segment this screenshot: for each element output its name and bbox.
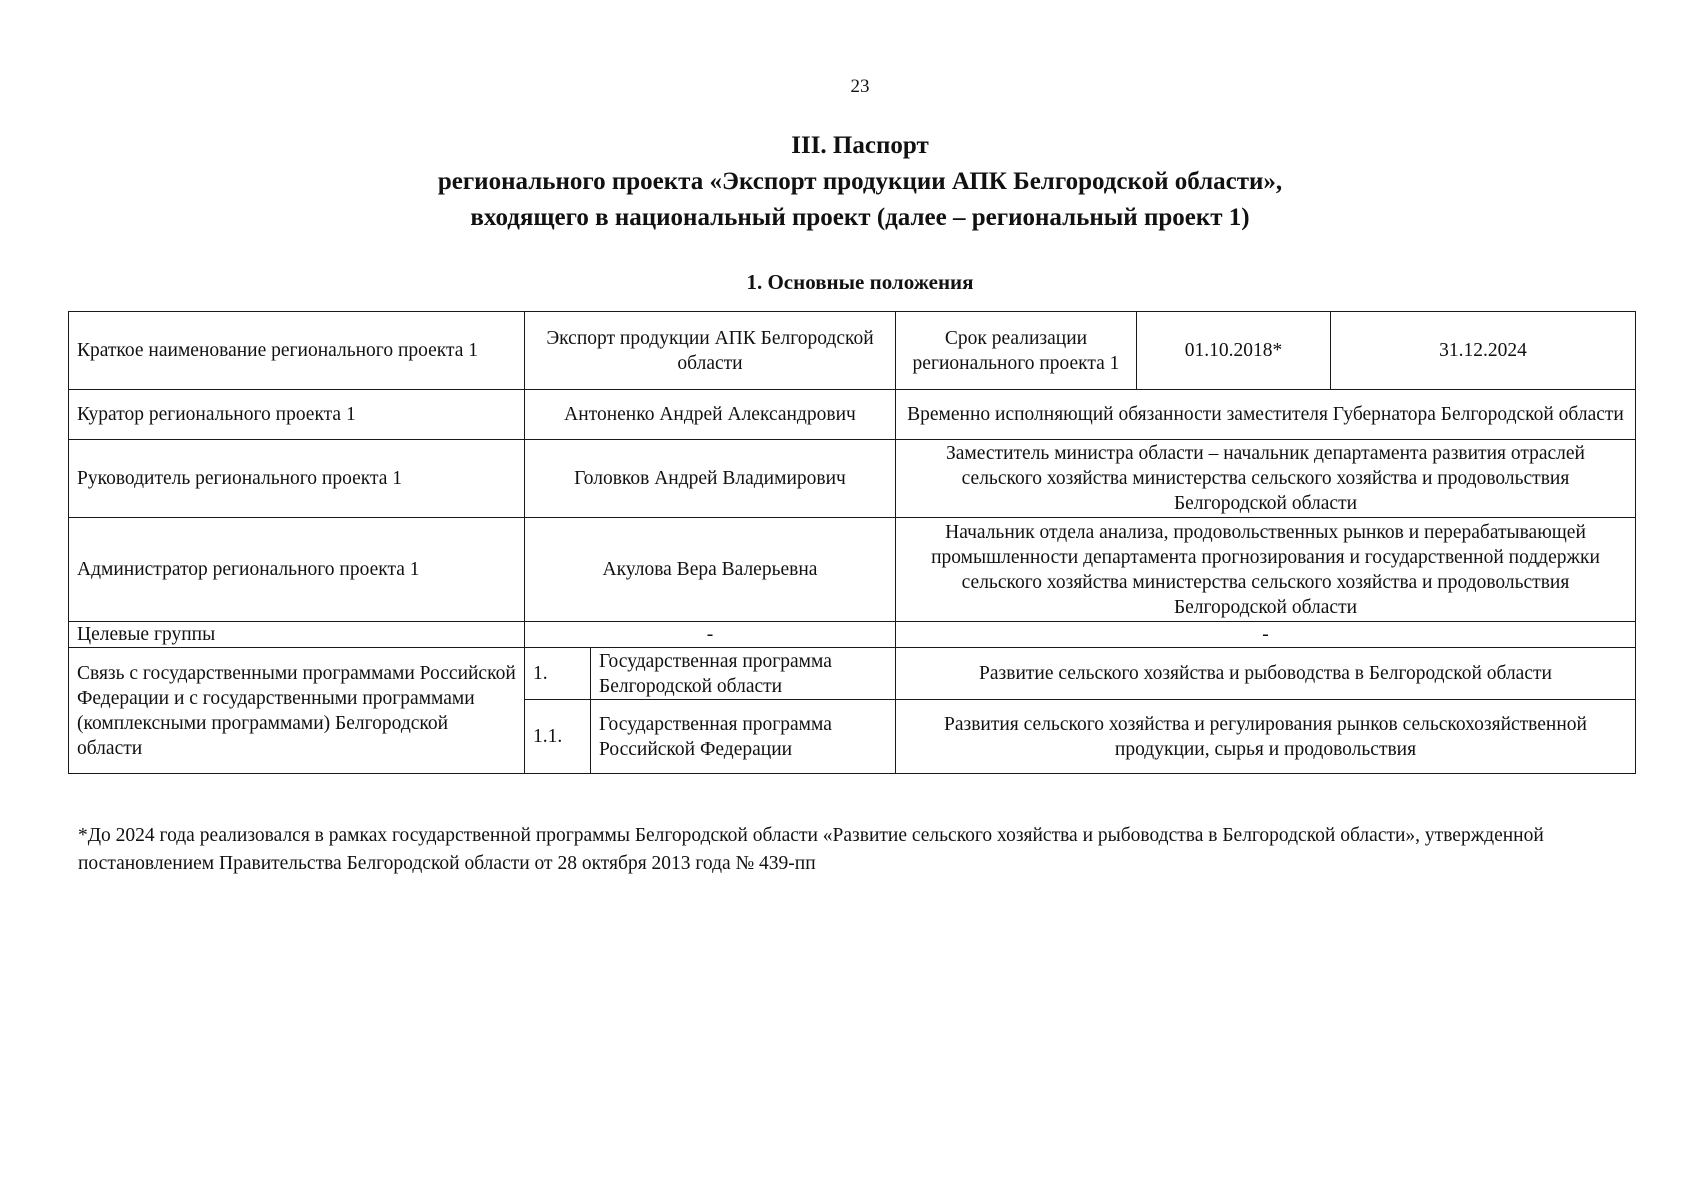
title-line-2: регионального проекта «Экспорт продукции АПК Белгородской области», [437,168,1283,195]
table-row-program-1 [69,648,1636,700]
term-end: 31.12.2024 [1331,312,1636,390]
footnote: *До 2024 года реализовался в рамках государственной программы Белгородской области «Развитие сельского хозяйства и рыбоводства в Белгородской области», утвержденной постановлением Правительства Белгородской области от 28 октября 2013 года № 439-пп [78,825,1544,874]
admin-label: Администратор регионального проекта 1 [69,518,525,622]
term-start: 01.10.2018* [1137,312,1331,390]
target-groups-value-1: - [525,622,896,648]
curator-name: Антоненко Андрей Александрович [525,390,896,440]
head-label: Руководитель регионального проекта 1 [69,440,525,518]
program-type: Государственная программа Белгородской области [591,648,896,700]
document-title [0,128,1697,236]
table-row-admin [69,518,1636,622]
admin-name: Акулова Вера Валерьевна [525,518,896,622]
admin-position: Начальник отдела анализа, продовольственных рынков и перерабатывающей промышленности департамента прогнозирования и государственной поддержки сельского хозяйства министерства сельского хозяйства и продовольствия Белгородской области [896,518,1636,622]
table-row-target-groups [69,622,1636,648]
curator-position: Временно исполняющий обязанности заместителя Губернатора Белгородской области [896,390,1636,440]
short-name-value: Экспорт продукции АПК Белгородской области [525,312,896,390]
program-number: 1.1. [525,700,591,774]
table-row-short-name [69,312,1636,390]
curator-label: Куратор регионального проекта 1 [69,390,525,440]
passport-table [68,311,1636,774]
term-label: Срок реализации регионального проекта 1 [896,312,1137,390]
section-title: 1. Основные положения [746,270,974,294]
title-line-1: III. Паспорт [791,132,929,159]
target-groups-value-2: - [896,622,1636,648]
head-name: Головков Андрей Владимирович [525,440,896,518]
program-number: 1. [525,648,591,700]
program-type: Государственная программа Российской Федерации [591,700,896,774]
table-row-curator [69,390,1636,440]
target-groups-label: Целевые группы [69,622,525,648]
program-links-label: Связь с государственными программами Российской Федерации и с государственными программами (комплексными программами) Белгородской области [69,648,525,774]
title-line-3: входящего в национальный проект (далее – региональный проект 1) [470,204,1250,231]
table-row-head [69,440,1636,518]
page-number: 23 [850,76,870,97]
head-position: Заместитель министра области – начальник департамента развития отраслей сельского хозяйства министерства сельского хозяйства и продовольствия Белгородской области [896,440,1636,518]
program-name: Развитие сельского хозяйства и рыбоводства в Белгородской области [896,648,1636,700]
program-name: Развития сельского хозяйства и регулирования рынков сельскохозяйственной продукции, сырья и продовольствия [896,700,1636,774]
short-name-label: Краткое наименование регионального проекта 1 [69,312,525,390]
